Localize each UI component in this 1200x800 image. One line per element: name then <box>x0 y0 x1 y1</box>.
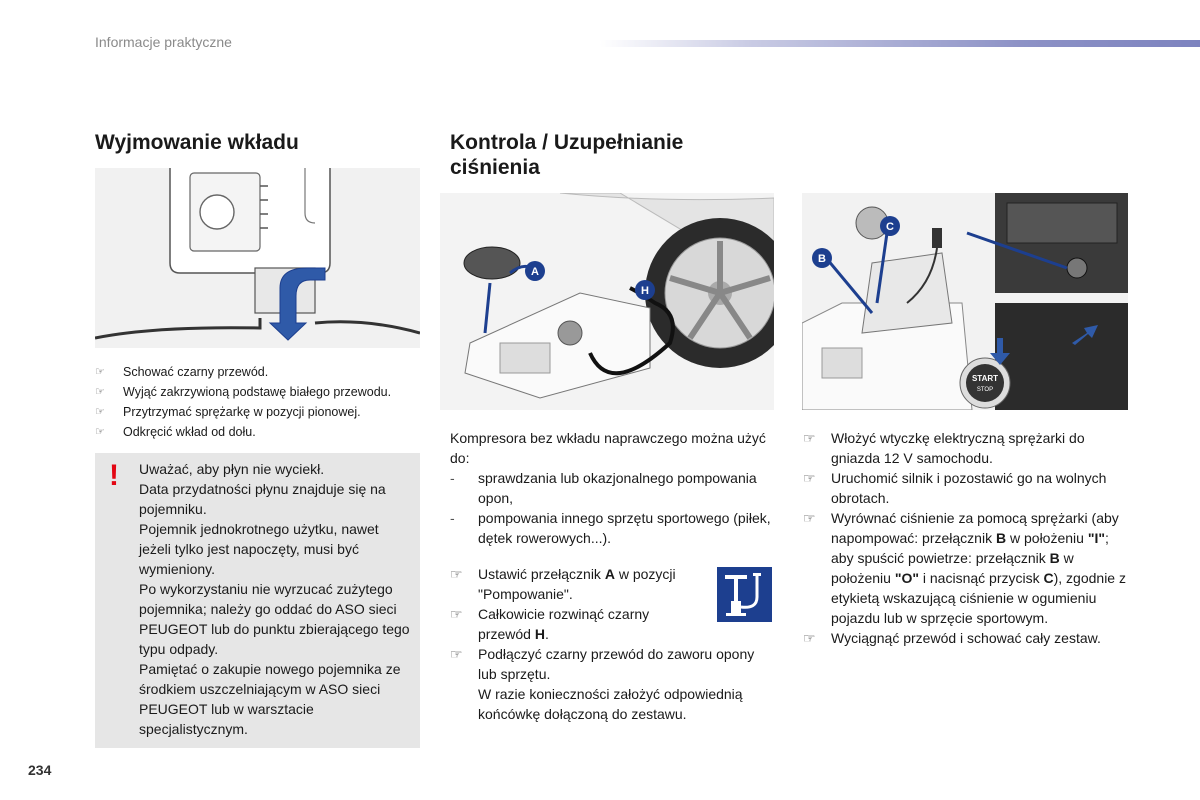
note-text: W razie konieczności założyć odpowiednią końcówkę dołączoną do zestawu. <box>478 686 743 722</box>
middle-column <box>450 428 775 548</box>
pointing-hand-icon: ☞ <box>450 606 463 622</box>
pointing-hand-icon: ☞ <box>803 470 816 486</box>
list-item: ☞ Całkowicie rozwinąć czarny przewód H. <box>450 606 650 642</box>
list-item: - sprawdzania lub okazjonalnego pompowania opon, <box>450 470 757 506</box>
list-item: ☞ Ustawić przełącznik A w pozycji "Pompowanie". <box>450 566 676 602</box>
compressor-tyre-image <box>440 193 774 410</box>
list-item: ☞ Wyrównać ciśnienie za pomocą sprężarki (aby napompować: przełącznik B w położeniu "I"; aby spuścić powietrze: przełącznik B w położeniu "O" i nacisnąć przycisk C), zgodnie z etykietą wskazującą ciśnienie w ogumieniu pojazdu lub w sprzęcie sportowym. <box>803 510 1126 626</box>
pointing-hand-icon: ☞ <box>95 366 105 378</box>
page-number: 234 <box>28 762 52 778</box>
warning-box <box>95 453 420 748</box>
list-item: - pompowania innego sprzętu sportowego (piłek, dętek rowerowych...). <box>450 510 771 546</box>
header-bar <box>600 40 1200 47</box>
list-item: ☞ Włożyć wtyczkę elektryczną sprężarki do gniazda 12 V samochodu. <box>803 430 1085 466</box>
label-c: C <box>886 221 894 233</box>
list-item: ☞ Wyciągnąć przewód i schować cały zestaw. <box>803 630 1101 646</box>
pointing-hand-icon: ☞ <box>450 646 463 662</box>
start-label: START <box>971 374 999 383</box>
label-b: B <box>818 253 826 265</box>
left-title: Wyjmowanie wkładu <box>95 131 299 154</box>
right-title: Kontrola / Uzupełnianie ciśnienia <box>450 131 684 179</box>
stop-label: STOP <box>976 387 994 393</box>
compressor-switch-image <box>802 193 1128 410</box>
pointing-hand-icon: ☞ <box>803 510 816 526</box>
label-h: H <box>641 285 649 297</box>
pointing-hand-icon: ☞ <box>803 430 816 446</box>
pointing-hand-icon: ☞ <box>95 406 105 418</box>
pointing-hand-icon: ☞ <box>803 630 816 646</box>
pointing-hand-icon: ☞ <box>95 386 105 398</box>
left-steps-list <box>95 362 420 442</box>
list-item: ☞ Odkręcić wkład od dołu. <box>95 422 420 442</box>
warning-text: Uważać, aby płyn nie wyciekł. Data przydatności płynu znajduje się na pojemniku. Pojemnik jednokrotnego użytku, nawet jeżeli tylko jest napoczęty, musi być wymieniony. Po wykorzystaniu nie wyrzucać zużytego pojemnika; należy go oddać do ASO sieci PEUGEOT lub do punktu zbierającego tego typu odpady. Pamiętać o zakupie nowego pojemnika ze środkiem uszczelniającym w ASO sieci PEUGEOT lub w warsztacie specjalistycznym. <box>139 461 410 737</box>
pointing-hand-icon: ☞ <box>450 566 463 582</box>
list-item: ☞ Przytrzymać sprężarkę w pozycji pionowej. <box>95 402 420 422</box>
list-item: ☞ Schować czarny przewód. <box>95 362 420 382</box>
right-column <box>803 428 1133 648</box>
label-a: A <box>531 266 539 278</box>
pump-icon <box>717 567 772 622</box>
warning-icon: ! <box>109 459 119 492</box>
pointing-hand-icon: ☞ <box>95 426 105 438</box>
list-item: ☞ Wyjąć zakrzywioną podstawę białego przewodu. <box>95 382 420 402</box>
intro-text: Kompresora bez wkładu naprawczego można użyć do: <box>450 430 766 466</box>
list-item: ☞ Uruchomić silnik i pozostawić go na wolnych obrotach. <box>803 470 1107 506</box>
section-header: Informacje praktyczne <box>95 34 232 50</box>
cartridge-removal-image <box>95 168 420 348</box>
list-item: ☞ Podłączyć czarny przewód do zaworu opony lub sprzętu. W razie konieczności założyć odpowiednią końcówkę dołączoną do zestawu. <box>450 646 755 722</box>
